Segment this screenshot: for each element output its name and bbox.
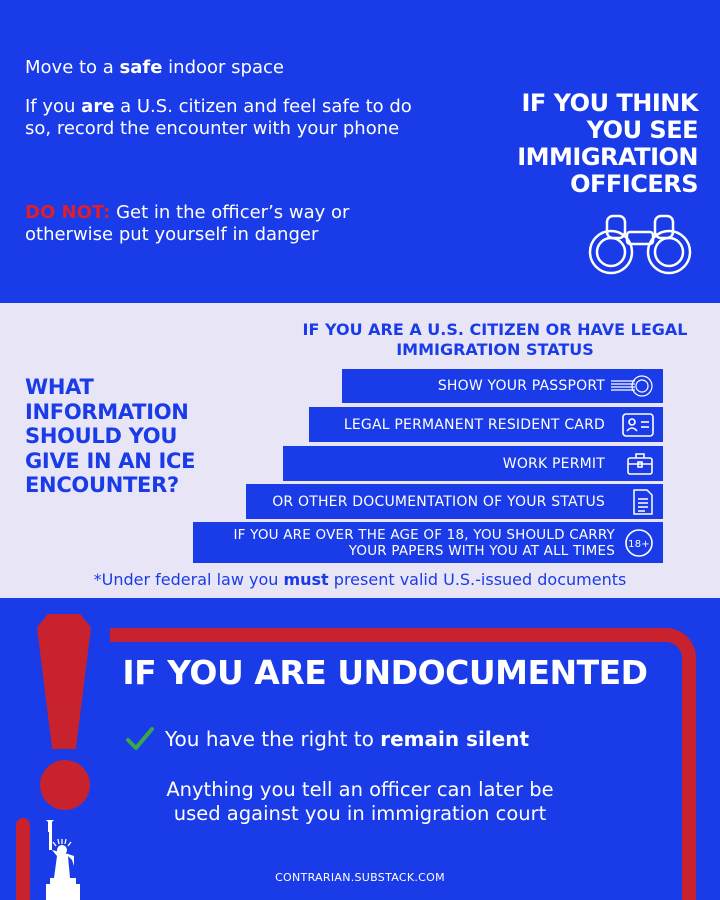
document-label: SHOW YOUR PASSPORT <box>437 378 605 394</box>
officers-heading <box>438 90 698 198</box>
passport-stamp-icon <box>609 374 655 398</box>
tip-text: Move to a <box>25 57 120 78</box>
undocumented-heading: IF YOU ARE UNDOCUMENTED <box>122 653 648 692</box>
age-icon-text: 18+ <box>628 538 650 550</box>
section-officers <box>0 0 720 303</box>
heading-line: IMMIGRATION <box>517 143 698 171</box>
right-emphasis: remain silent <box>380 727 530 751</box>
federal-law-note <box>0 570 720 589</box>
tip-text: indoor space <box>162 57 284 78</box>
note-text: present valid U.S.-issued documents <box>328 570 627 589</box>
heading-line: OFFICERS <box>570 170 698 198</box>
question-line: ENCOUNTER? <box>25 473 179 497</box>
document-age-notice <box>193 522 663 563</box>
information-question <box>25 375 245 498</box>
tip-safe-space <box>25 57 425 79</box>
binoculars-icon <box>585 210 695 276</box>
question-line: WHAT <box>25 375 94 399</box>
age-notice-text <box>234 527 616 559</box>
document-label: WORK PERMIT <box>502 455 605 472</box>
citizen-heading-line: IMMIGRATION STATUS <box>396 340 594 359</box>
statue-of-liberty-icon <box>40 820 92 900</box>
site-url: CONTRARIAN.SUBSTACK.COM <box>275 871 445 884</box>
tip-emphasis: are <box>81 96 115 117</box>
heading-line: IF YOU THINK <box>521 89 698 117</box>
document-label: OR OTHER DOCUMENTATION OF YOUR STATUS <box>272 493 605 510</box>
document-label: IF YOU ARE OVER THE AGE OF 18, YOU SHOULD CARRY <box>233 526 615 543</box>
exclamation-dot <box>40 760 90 810</box>
note-emphasis: must <box>283 570 329 589</box>
warning-line: Anything you tell an officer can later be <box>166 778 554 801</box>
tip-text: Get in the officer’s way or otherwise put yourself in danger <box>25 202 350 245</box>
tip-text: a U.S. citizen and feel safe to do so, record the encounter with your phone <box>25 96 412 139</box>
citizen-heading <box>290 320 700 360</box>
right-text: You have the right to <box>165 727 374 751</box>
exclamation-icon <box>37 614 91 749</box>
section-undocumented <box>0 598 720 900</box>
tip-text: If you <box>25 96 82 117</box>
warning-label: DO NOT: <box>25 202 111 223</box>
note-text: *Under federal law you <box>93 570 284 589</box>
document-icon <box>631 488 655 516</box>
id-card-icon <box>621 412 655 438</box>
question-line: GIVE IN AN ICE <box>25 448 196 473</box>
document-passport <box>342 369 663 403</box>
document-label: LEGAL PERMANENT RESIDENT CARD <box>343 416 605 433</box>
tip-record <box>25 96 425 140</box>
right-to-silence <box>125 726 529 752</box>
red-bar <box>16 818 30 900</box>
warning-statement <box>120 778 600 826</box>
document-resident-card <box>309 407 663 442</box>
age-18-plus-icon <box>623 527 655 559</box>
document-other <box>246 484 663 519</box>
question-line: INFORMATION <box>25 399 189 424</box>
tip-emphasis: safe <box>119 57 163 78</box>
checkmark-icon <box>125 726 155 752</box>
citizen-heading-line: IF YOU ARE A U.S. CITIZEN OR HAVE LEGAL <box>302 320 688 339</box>
heading-line: YOU SEE <box>586 116 698 144</box>
briefcase-icon <box>625 451 655 477</box>
section-information <box>0 303 720 598</box>
document-work-permit <box>283 446 663 481</box>
document-label: YOUR PAPERS WITH YOU AT ALL TIMES <box>348 542 615 559</box>
question-line: SHOULD YOU <box>25 424 178 448</box>
tip-do-not <box>25 202 385 246</box>
warning-line: used against you in immigration court <box>173 802 547 825</box>
